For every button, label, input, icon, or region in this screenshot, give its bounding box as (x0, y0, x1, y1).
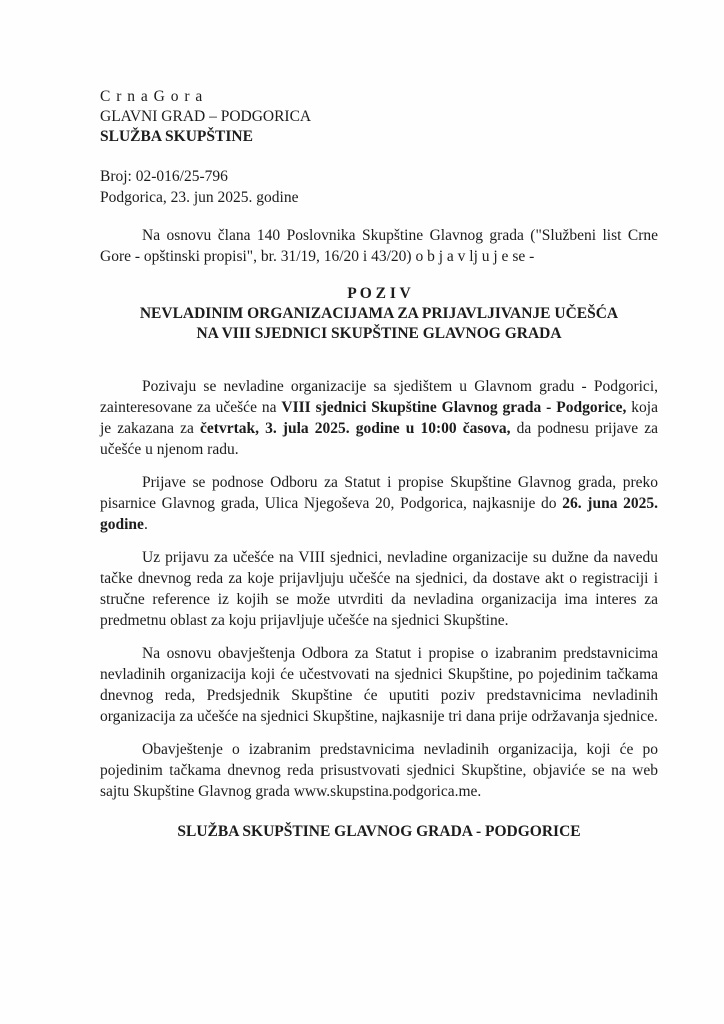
reference-number: Broj: 02-016/25-796 (100, 168, 228, 185)
publication-text: Obavještenje o izabranim predstavnicima nevladinih organizacija, koji će po pojedinim tačkama dnevnog reda prisustvovati sjednici Skupštine, objaviće se na web sajtu Skupštine Glavnog grada (100, 741, 658, 800)
submission-text: Prijave se podnose Odboru za Statut i propise Skupštine Glavnog grada, preko pisarnice Glavnog grada, Ulica Njegoševa 20, Podgorica, najkasnije do (100, 474, 658, 512)
letterhead-city: GLAVNI GRAD – PODGORICA (100, 108, 312, 125)
paragraph-notification-procedure: Na osnovu obavještenja Odbora za Statut i propise o izabranim predstavnicima nevladinih organizacija koji će učestvovati na sjednici Skupštine, po pojedinim tačkama dnevnog reda, Predsjednik Skupštine će uputiti poziv predstavnicima nevladinih organizacija za učešće na sjednici Skupštine, najkasnije tri dana prije održavanja sjednice. (100, 645, 658, 725)
reference-block (100, 166, 658, 208)
website-url: www.skupstina.podgorica.me (293, 783, 478, 800)
legal-basis-paragraph: Na osnovu člana 140 Poslovnika Skupštine Glavnog grada ("Službeni list Crne Gore - opštinski propisi", br. 31/19, 16/20 i 43/20) o b j a v lj u j e se - (100, 227, 658, 265)
invitation-text: Pozivaju se nevladine organizacije sa sjedištem u Glavnom gradu - Podgorici, zainteresovane za učešće na (100, 378, 658, 416)
letterhead-country: C r n a G o r a (100, 88, 204, 105)
title-line-poziv: P O Z I V (347, 285, 411, 302)
title-line-organizations: NEVLADINIM ORGANIZACIJAMA ZA PRIJAVLJIVANJE UČEŠĆA (139, 305, 619, 322)
invitation-text: koja je zakazana za (100, 399, 658, 437)
paragraph-requirements: Uz prijavu za učešće na VIII sjednici, nevladine organizacije su dužne da navedu tačke dnevnog reda za koje prijavljuju učešće na sjednici, da dostave akt o registraciji i stručne reference iz kojih se može utvrditi da nevladina organizacija ima interes za predmetnu oblast za koju prijavljuje učešće na sjednici Skupštine. (100, 549, 658, 629)
publication-text-end: . (477, 783, 482, 800)
session-datetime-bold: četvrtak, 3. jula 2025. godine u 10:00 časova, (200, 420, 511, 437)
letterhead-office: SLUŽBA SKUPŠTINE (100, 128, 253, 145)
invitation-text: da podnesu prijave za učešće u njenom radu. (100, 420, 658, 458)
paragraph-invitation (100, 376, 658, 460)
signature-line: SLUŽBA SKUPŠTINE GLAVNOG GRADA - PODGORICE (177, 823, 581, 840)
paragraph-submission (100, 472, 658, 535)
document-title (100, 284, 658, 344)
session-name-bold: VIII sjednici Skupštine Glavnog grada - Podgorice, (281, 399, 627, 416)
title-line-session: NA VIII SJEDNICI SKUPŠTINE GLAVNOG GRADA (196, 325, 562, 342)
deadline-date-bold: 26. juna 2025. godine (100, 495, 659, 533)
submission-text-end: . (143, 516, 148, 533)
place-and-date: Podgorica, 23. jun 2025. godine (100, 189, 299, 206)
letterhead (100, 87, 658, 147)
paragraph-publication (100, 739, 658, 802)
